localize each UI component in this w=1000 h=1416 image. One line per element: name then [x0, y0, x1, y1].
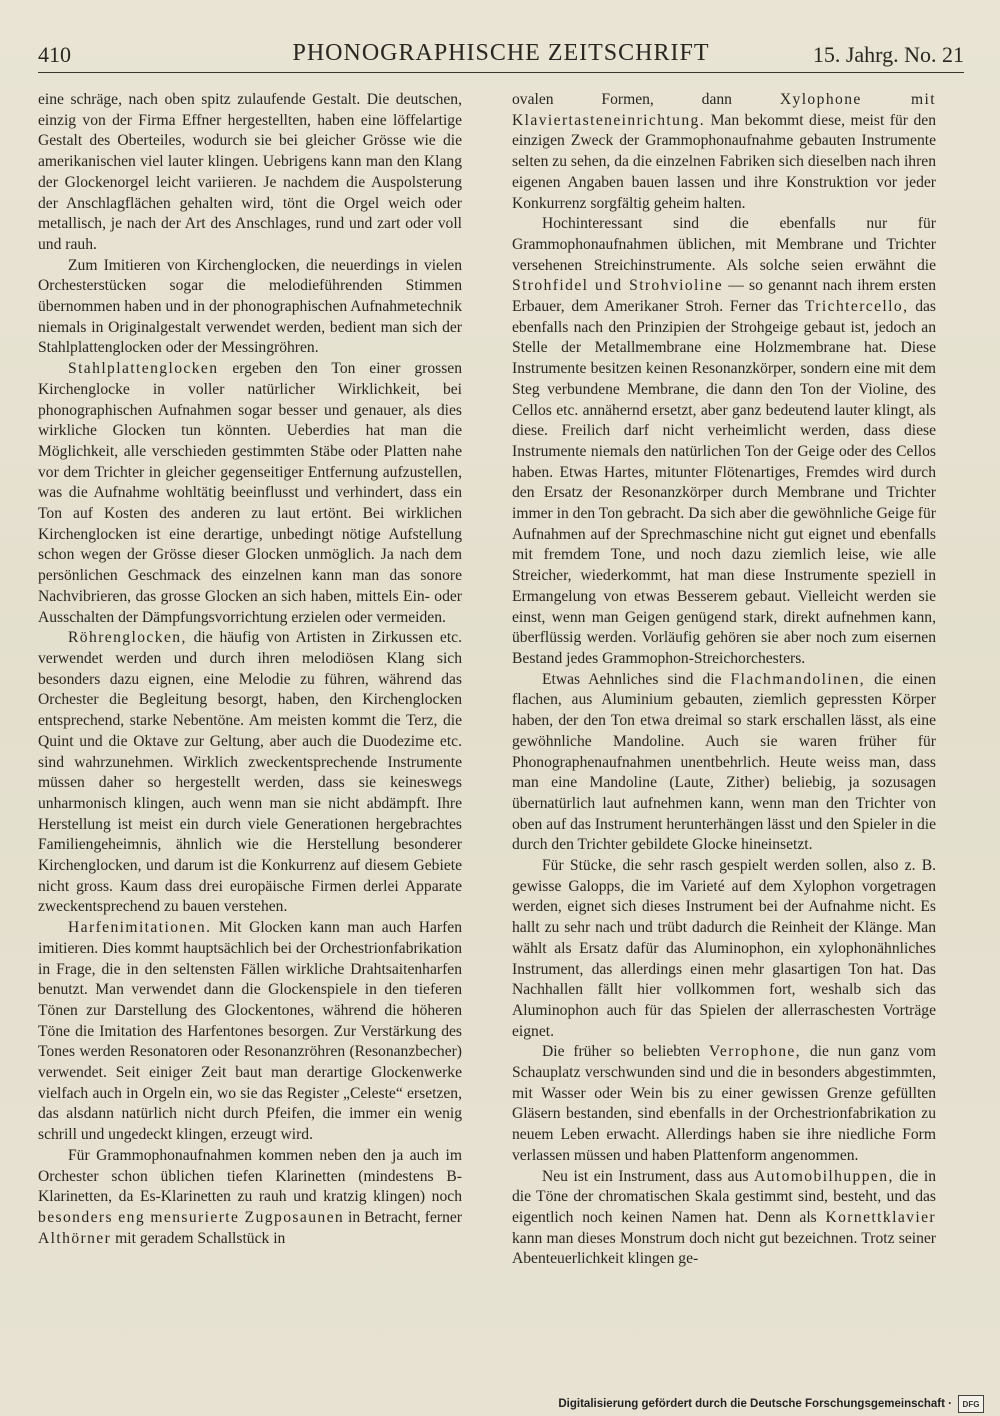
paragraph-text: Mit Glocken kann man auch Harfen imitieren. Dies kommt hauptsächlich bei der Orchestrionfabrikation in Frage, die in den seltensten Fällen wirkliche Drahtsaitenharfen benutzt. Man verwendet dann die Glockenspiele in den tieferen Tönen zur Darstellung des Glockentones, während die höheren Töne die Imitation des Harfentones besorgen. Zur Verstärkung des Tones werden Resonatoren oder Resonanzröhren (Resonanzbecher) verwendet. Seit einiger Zeit baut man derartige Glockenwerke vielfach auch in Orgeln ein, wo sie das Register „Celeste“ ersetzen, das alsdann natürlich nicht durch Pfeifen, die immer ein wenig schrill und ungedeckt klingen, erzeugt wird.: [38, 919, 462, 1144]
term: Althörner: [38, 1229, 112, 1247]
paragraph: Für Stücke, die sehr rasch gespielt werden sollen, also z. B. gewisse Galopps, die im Varieté auf dem Xylophon vorgetragen werden, eignet sich dieses Instrument bei der Aufnahme nicht. Es hallt zu sehr nach und trübt dadurch die Reinheit der Klänge. Man wählt als Ersatz dafür das Aluminophon, ein xylophonähnliches Instrument, das allerdings einen mehr glasartigen Ton hat. Das Nachhallen fällt hier vollkommen fort, weshalb sich das Aluminophon auch für das Spielen der allerraschesten Vorträge eignet.: [512, 857, 936, 1040]
dfg-logo: DFG: [958, 1395, 984, 1413]
term: Strohfidel und Strohvioline: [512, 277, 724, 295]
paragraph-text: ovalen Formen, dann: [512, 91, 732, 108]
page-header: [38, 38, 964, 73]
term: besonders eng mensurierte Zugposaunen: [38, 1208, 345, 1226]
paragraph: [38, 1146, 462, 1250]
paragraph-text: die einen flachen, aus Aluminium gebauten, ziemlich gepressten Körper haben, der den Ton etwa dreimal so stark erschallen lässt, als eine gewöhnliche Mandoline. Auch sie waren früher für Phonographenaufnahmen unentbehrlich. Heute weiss man, dass man eine Mandoline (Laute, Zither) beliebig, ja sozusagen übernatürlich laut aufnehmen kann, wenn man den Trichter von oben auf das Instrument herunterhängen lässt und den Spieler in die durch den Trichter gebildete Glocke hineinsetzt.: [512, 670, 936, 854]
paragraph-text: ergeben den Ton einer grossen Kirchenglocke in voller natürlicher Wirklichkeit, bei phonographischen Aufnahmen sogar besser und genauer, als dies wirkliche Glocken tun könnten. Ueberdies hat man die Möglichkeit, alle verschieden gestimmten Stäbe oder Platten nahe vor dem Trichter in gleicher gegenseitiger Entfernung aufzustellen, was die Aufnahme wohltätig beeinflusst und verhindert, dass ein Ton auf Kosten des anderen zu laut ertönt. Bei wirklichen Kirchenglocken ist eine derartige, unbedingt nötige Aufstellung schon wegen der Grösse dieser Glocken unmöglich. Ja nach dem persönlichen Geschmack des einzelnen kann man das sonore Nachvibrieren, das grosse Glocken an sich haben, mittels Ein- oder Ausschalten der Dämpfungsvorrichtung erzielen oder vermeiden.: [38, 360, 462, 626]
paragraph: [38, 359, 462, 628]
left-column: [38, 90, 462, 1249]
paragraph-text: Etwas Aehnliches sind die: [542, 670, 722, 688]
paragraph: [512, 1167, 936, 1271]
term: Stahlplattenglocken: [68, 360, 219, 378]
term: Xylophone mit Klaviertasteneinrichtung.: [512, 91, 936, 129]
digitization-credit: [558, 1394, 984, 1414]
paragraph: [38, 628, 462, 918]
paragraph: Zum Imitieren von Kirchenglocken, die neuerdings in vielen Orchesterstücken sogar die melodieführenden Stimmen übernommen haben und in der phonographischen Aufnahmetechnik niemals in Originalgestalt verwendet werden, bedient man sich der Stahlplattenglocken oder der Messingröhren.: [38, 256, 462, 357]
paragraph-text: das ebenfalls nach den Prinzipien der Strohgeige gebaut ist, jedoch an Stelle der Metallmembrane eine Holzmembrane hat. Diese Instrumente besitzen keinen Resonanzkörper, sondern eine mit dem Steg verbundene Membrane, die dann den Ton der Violine, des Cellos etc. annähernd ersetzt, aber ganz bedeutend lauter klingt, als diese. Freilich darf nicht verheimlicht werden, dass diese Instrumente niemals den natürlichen Ton der Geige oder des Cellos haben. Etwas Hartes, mitunter Flötenartiges, Fremdes wird durch den Ersatz der Resonanzkörper durch Membrane und Trichter immer in den Ton gebracht. Da sich aber die gewöhnliche Geige für Aufnahmen auf der Sprechmaschine nicht gut eignet und ebenfalls mit fremdem Tone, und noch dazu ziemlich leise, wie alle Streicher, wiederkommt, hat man diese Instrumente speziell in Ermangelung von etwas Besserem gebaut. Vielleicht werden sie einst, wenn man Geigen genügend stark, direkt aufnehmen kann, überflüssig werden. Vorläufig gehören sie aber noch zum eisernen Bestand jedes Grammophon-Streichorchesters.: [512, 298, 936, 667]
paragraph-text: — so genannt nach ihrem ersten Erbauer, dem Amerikaner Stroh. Ferner das: [512, 277, 936, 316]
paragraph-text: mit geradem Schallstück in: [115, 1229, 286, 1247]
issue-label: 15. Jahrg. No. 21: [812, 42, 964, 67]
paragraph: [512, 214, 936, 669]
paragraph-text: die häufig von Artisten in Zirkussen etc. verwendet werden und durch ihren melodiösen Klang sich besonders dazu eignen, eine Melodie zu führen, während das Orchester die Begleitung besorgt, haben, den Kirchenglocken entsprechend, starke Nebentöne. Am meisten kommt die Terz, die Quint und die Oktave zur Geltung, aber auch die Duodezime etc. sind wahrzunehmen. Wirklich zweckentsprechende Instrumente müssen daher so hergestellt werden, dass sie keineswegs unharmonisch klingen, auch wenn man sie nicht abdämpft. Ihre Herstellung ist meist ein durch viele Generationen hergebrachtes Familiengeheimnis, ähnlich wie die Herstellung besonderer Kirchenglocken, und darum ist die Konkurrenz auf diesem Gebiete nicht gross. Kaum dass drei europäische Firmen derlei Apparate zweckentsprechend zu bauen verstehen.: [38, 629, 462, 916]
paragraph-text: kann man dieses Monstrum doch nicht gut bezeichnen. Trotz seiner Abenteuerlichkeit klingen ge-: [512, 1229, 936, 1268]
paragraph: [512, 670, 936, 856]
term: Harfenimitationen.: [68, 919, 212, 937]
paragraph-text: Für Grammophonaufnahmen kommen neben den ja auch im Orchester schon üblichen tiefen Klarinetten (mindestens B-Klarinetten, da Es-Klarinetten zu rauh und kratzig klingen) noch: [38, 1146, 462, 1206]
term: Automobilhuppen,: [753, 1167, 894, 1185]
paragraph-text: Die früher so beliebten: [542, 1043, 701, 1061]
right-column: [512, 90, 936, 1270]
paragraph-text: die nun ganz vom Schauplatz verschwunden sind und die in besonders abgestimmten, mit Wasser oder Wein bis zu einer gewissen Grenze gefüllten Gläsern bestanden, sind ebenfalls in der Orchestrionfabrikation zu neuem Leben erwacht. Allerdings haben sie ihre niedliche Form verlassen müssen und haben Plattenform angenommen.: [512, 1043, 936, 1164]
term: Trichtercello,: [804, 298, 909, 316]
page-number: 410: [38, 42, 71, 67]
term: Kornettklavier: [825, 1208, 936, 1226]
paragraph: eine schräge, nach oben spitz zulaufende Gestalt. Die deutschen, einzig von der Firma Effner hergestellten, haben eine löffelartige Gestalt des Oberteiles, wodurch sie bei gleicher Grösse wie die amerikanischen viel lauter klingen. Uebrigens kann man den Klang der Glockenorgel leicht variieren. Je nachdem die Auspolsterung der Anschlagflächen gehalten wird, tönt die Orgel weich oder metallisch, je nach der Art des Anschlages, rund und zart oder voll und rauh.: [38, 91, 462, 253]
paragraph-text: Hochinteressant sind die ebenfalls nur für Grammophonaufnahmen üblichen, mit Membrane und Trichter versehenen Streichinstrumente. Als solche seien erwähnt die: [512, 215, 936, 274]
term: Flachmandolinen,: [730, 670, 866, 688]
paragraph: [38, 918, 462, 1146]
paragraph-text: Man bekommt diese, meist für den einzigen Zweck der Grammophonaufnahme gebauten Instrumente selten zu sehen, da die einzelnen Fabriken sich dieselben nach ihren eigenen Angaben bauen lassen und ihre Konstruktion vor jeder Konkurrenz sorgfältig geheim halten.: [512, 111, 936, 212]
paragraph-text: in Betracht, ferner: [348, 1208, 462, 1226]
paragraph: [512, 90, 936, 214]
journal-title: PHONOGRAPHISCHE ZEITSCHRIFT: [292, 40, 710, 66]
paragraph: [512, 1042, 936, 1166]
credit-text: Digitalisierung gefördert durch die Deutsche Forschungsgemeinschaft ·: [558, 1398, 952, 1410]
term: Verrophone,: [708, 1043, 802, 1061]
paragraph-text: Neu ist ein Instrument, dass aus: [542, 1167, 749, 1185]
term: Röhrenglocken,: [68, 629, 187, 647]
paragraph-text: die in die Töne der chromatischen Skala gestimmt sind, besteht, und das eigentlich noch keinen Namen hat. Denn als: [512, 1167, 936, 1226]
